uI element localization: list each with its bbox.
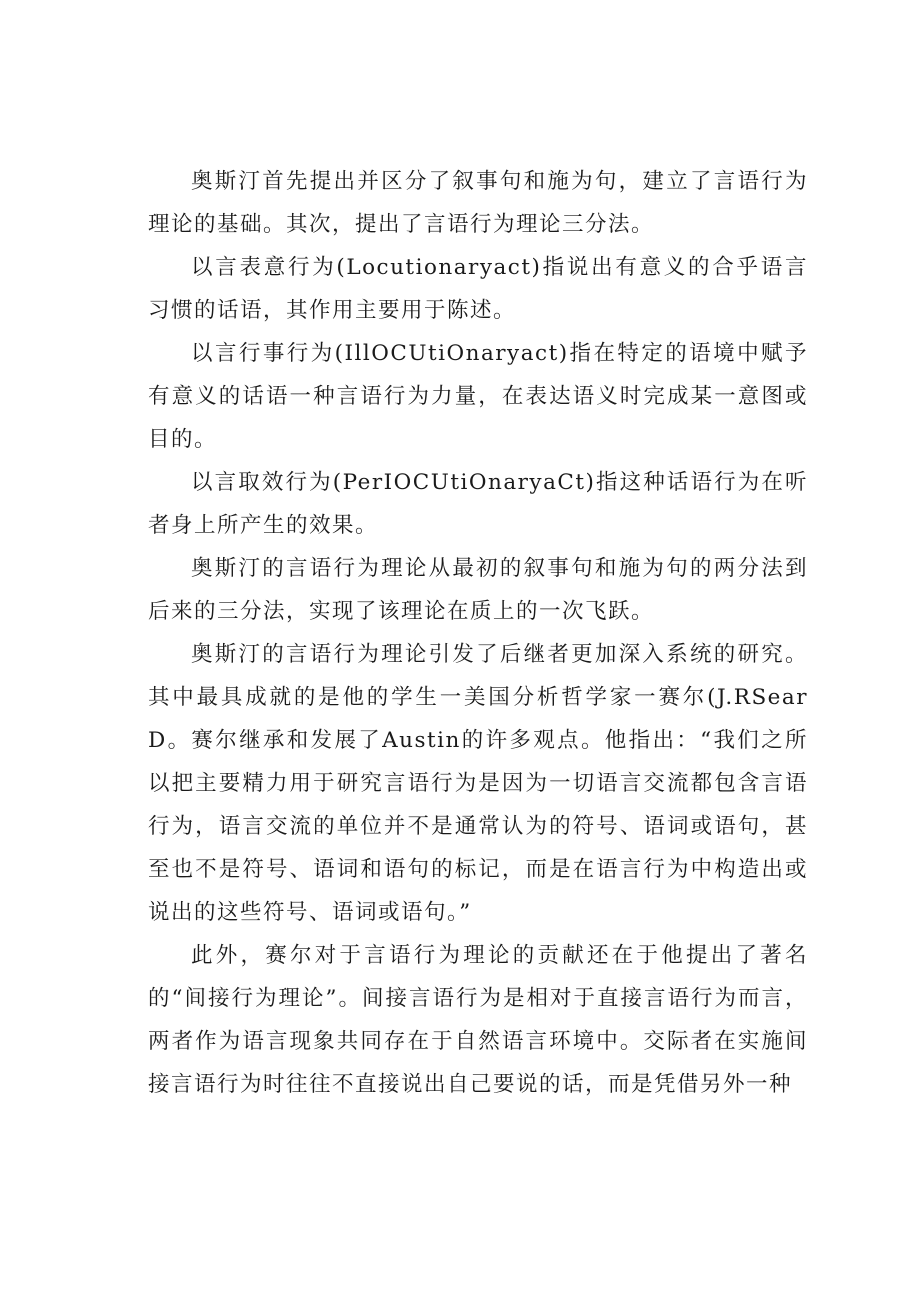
paragraph-7: 此外，赛尔对于言语行为理论的贡献还在于他提出了著名的“间接行为理论”。间接言语行为是相对于直接言语行为而言，两者作为语言现象共同存在于自然语言环境中。交际者在实施间接言语行为时往往不直接说出自己要说的话，而是凭借另外一种: [148, 943, 808, 1097]
paragraph-1: 奥斯汀首先提出并区分了叙事句和施为句，建立了言语行为理论的基础。其次，提出了言语行为理论三分法。: [148, 169, 808, 237]
paragraph-3: 以言行事行为(IllOCUtiOnaryact)指在特定的语境中赋予有意义的话语一种言语行为力量，在表达语义时完成某一意图或目的。: [148, 341, 808, 452]
paragraph-4: 以言取效行为(PerIOCUtiOnaryaCt)指这种话语行为在听者身上所产生的效果。: [148, 470, 808, 538]
body-text: [148, 160, 808, 1106]
paragraph-5: 奥斯汀的言语行为理论从最初的叙事句和施为句的两分法到后来的三分法，实现了该理论在质上的一次飞跃。: [148, 556, 808, 624]
paragraph-6: 奥斯汀的言语行为理论引发了后继者更加深入系统的研究。其中最具成就的是他的学生一美国分析哲学家一赛尔(J.RSearD。赛尔继承和发展了Austin的许多观点。他指出：“我们之所以把主要精力用于研究言语行为是因为一切语言交流都包含言语行为，语言交流的单位并不是通常认为的符号、语词或语句，甚至也不是符号、语词和语句的标记，而是在语言行为中构造出或说出的这些符号、语词或语句。”: [148, 642, 808, 925]
paragraph-2: 以言表意行为(Locutionaryact)指说出有意义的合乎语言习惯的话语，其作用主要用于陈述。: [148, 255, 808, 323]
